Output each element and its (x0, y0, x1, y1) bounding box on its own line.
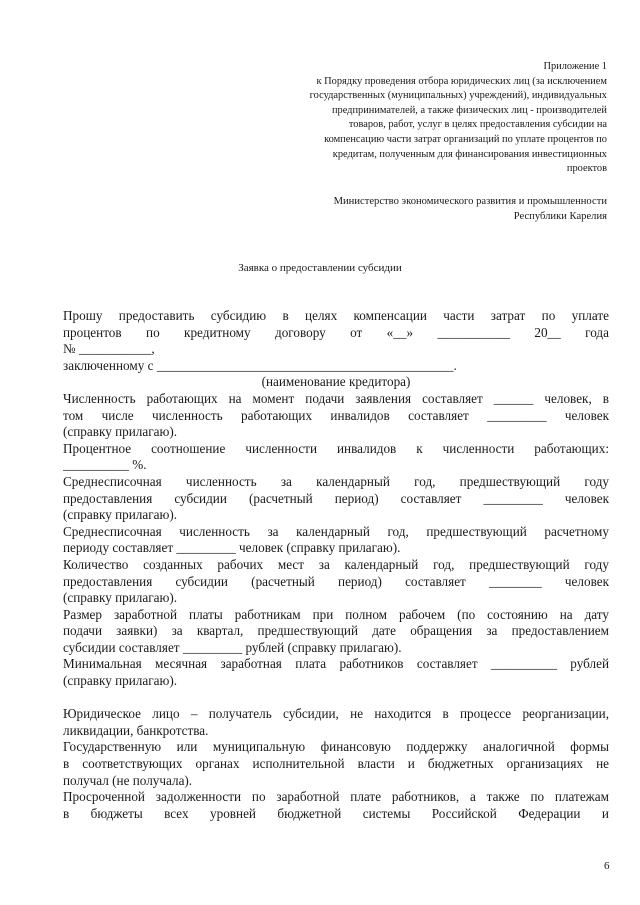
annex-line: к Порядку проведения отбора юридических лиц (за исключением (316, 75, 607, 87)
annex-line: проектов (566, 163, 607, 175)
body-line: Численность работающих на момент подачи заявления составляет ______ человек, в (63, 390, 609, 406)
body-line: заключенному с _____________________________________________. (63, 357, 457, 373)
application-body (63, 308, 609, 822)
body-line: Среднесписочная численность за календарный год, предшествующий году (63, 473, 609, 489)
annex-line: кредитам, полученным для финансирования инвестиционных (332, 148, 607, 160)
body-line: (справку прилагаю). (63, 673, 178, 689)
body-line: том числе численность работающих инвалидов составляет _________ человек (63, 407, 609, 423)
paragraph-gap (63, 690, 609, 707)
body-line: Юридическое лицо – получатель субсидии, не находится в процессе реорганизации, (63, 706, 609, 722)
body-line: предоставления субсидии (расчетный период) составляет ________ человек (63, 573, 609, 589)
creditor-caption: (наименование кредитора) (261, 374, 411, 390)
body-line: № ___________, (63, 341, 155, 357)
body-line: предоставления субсидии (расчетный период) составляет _________ человек (63, 490, 609, 506)
annex-line: государственных (муниципальных) учреждений), индивидуальных (309, 90, 607, 102)
annex-line: товаров, работ, услуг в целях предоставления субсидии на (348, 119, 607, 131)
body-line: в бюджеты всех уровней бюджетной системы Российской Федерации и (63, 805, 609, 821)
addressee (334, 194, 607, 224)
body-line: получал (не получала). (63, 772, 193, 788)
annex-line: компенсацию части затрат организаций по уплате процентов по (324, 133, 607, 145)
body-line: субсидии составляет _________ рублей (справку прилагаю). (63, 639, 402, 655)
body-line: Среднесписочная численность за календарный год, предшествующий расчетному (63, 523, 609, 539)
annex-line: Приложение 1 (543, 61, 607, 72)
body-line: Государственную или муниципальную финансовую поддержку аналогичной формы (63, 739, 609, 755)
body-line: (справку прилагаю). (63, 590, 178, 606)
body-line: подачи заявки) за квартал, предшествующий дате обращения за предоставлением (63, 623, 609, 639)
ministry-name: Министерство экономического развития и промышленности (333, 196, 607, 207)
body-line: процентов по кредитному договору от «__» ___________ 20__ года (63, 324, 609, 340)
ministry-region: Республики Карелия (513, 211, 607, 222)
body-line: Количество созданных рабочих мест за календарный год, предшествующий году (63, 556, 609, 572)
body-line: Минимальная месячная заработная плата работников составляет __________ рублей (63, 656, 609, 672)
body-line: (справку прилагаю). (63, 507, 178, 523)
body-line: в соответствующих органах исполнительной власти и бюджетных организациях не (63, 756, 609, 772)
annex-line: предпринимателей, а также физических лиц - производителей (331, 104, 607, 116)
body-line: Процентное соотношение численности инвалидов к численности работающих: (63, 440, 609, 456)
page-number: 6 (604, 860, 610, 872)
body-line: ликвидации, банкротства. (63, 722, 209, 738)
body-line: Прошу предоставить субсидию в целях компенсации части затрат по уплате (63, 308, 609, 323)
body-line: периоду составляет _________ человек (справку прилагаю). (63, 540, 401, 556)
body-line: (справку прилагаю). (63, 424, 178, 440)
body-line: __________ %. (63, 457, 147, 473)
annex-header (310, 60, 607, 177)
body-line: Просроченной задолженности по заработной плате работников, а также по платежам (63, 789, 609, 805)
document-title: Заявка о предоставлении субсидии (238, 262, 402, 274)
body-line: Размер заработной платы работникам при полном рабочем (по состоянию на дату (63, 606, 609, 622)
